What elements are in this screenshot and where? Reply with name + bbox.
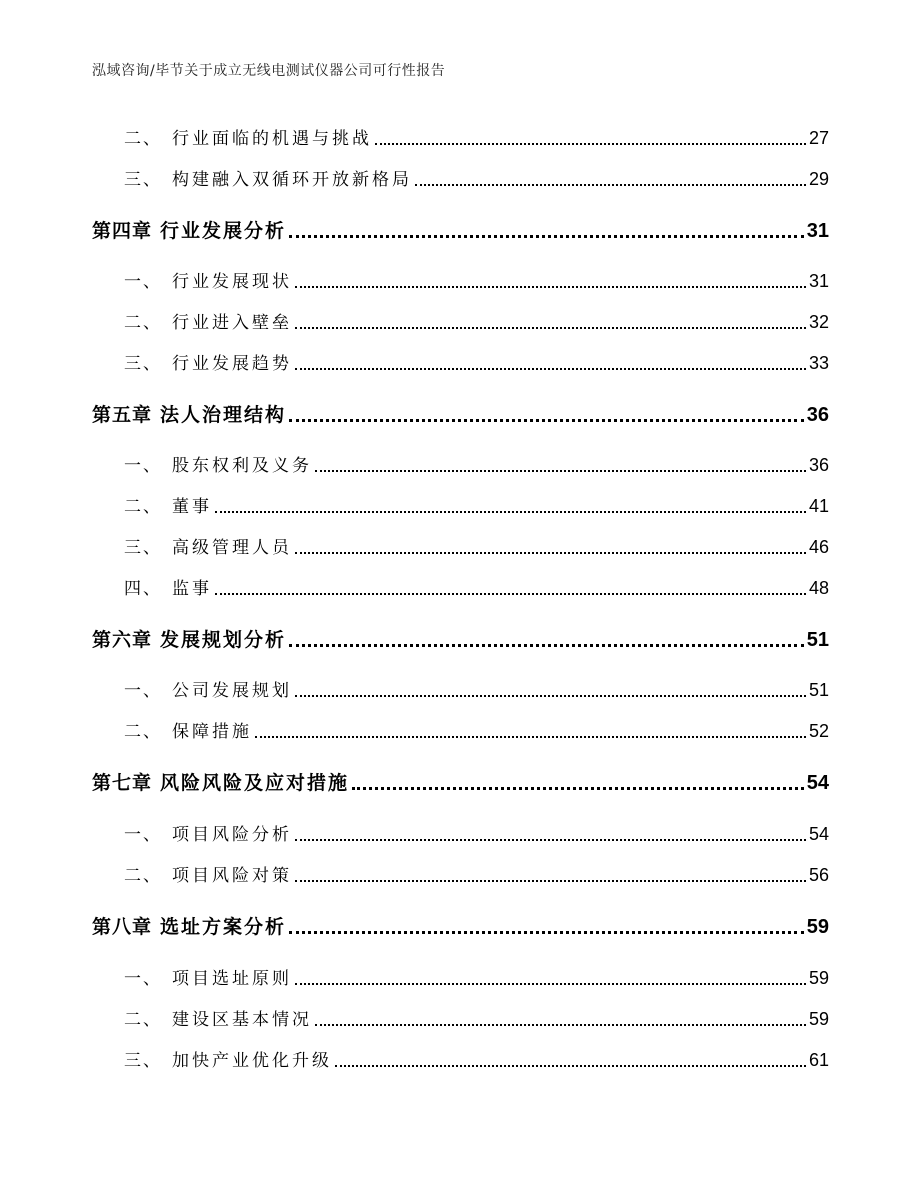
toc-section-entry[interactable] xyxy=(124,308,829,333)
toc-page-number: 31 xyxy=(808,271,829,291)
toc-section-entry[interactable] xyxy=(124,1005,829,1030)
toc-entry-number: 二、 xyxy=(124,1010,162,1030)
toc-page-number: 48 xyxy=(808,578,829,598)
toc-chapter-entry[interactable] xyxy=(92,912,829,939)
toc-page-number: 29 xyxy=(808,169,829,189)
toc-entry-title: 行业发展分析 xyxy=(160,220,287,242)
toc-entry-title: 建设区基本情况 xyxy=(172,1010,312,1030)
page-header: 泓域咨询/毕节关于成立无线电测试仪器公司可行性报告 xyxy=(92,63,446,79)
toc-page-number: 59 xyxy=(806,916,829,938)
toc-dot-leader xyxy=(255,736,806,738)
toc-chapter-entry[interactable] xyxy=(92,625,829,652)
toc-dot-leader xyxy=(289,931,804,934)
toc-entry-title: 项目选址原则 xyxy=(172,969,292,989)
toc-entry-number: 四、 xyxy=(124,579,162,599)
toc-section-entry[interactable] xyxy=(124,165,829,190)
toc-entry-number: 一、 xyxy=(124,681,162,701)
toc-section-entry[interactable] xyxy=(124,533,829,558)
toc-section-entry[interactable] xyxy=(124,451,829,476)
toc-entry-number: 第七章 xyxy=(92,772,153,794)
toc-dot-leader xyxy=(295,983,806,985)
toc-dot-leader xyxy=(415,184,806,186)
toc-section-entry[interactable] xyxy=(124,124,829,149)
toc-dot-leader xyxy=(315,1024,806,1026)
toc-dot-leader xyxy=(289,644,804,647)
toc-entry-number: 三、 xyxy=(124,1051,162,1071)
toc-page-number: 59 xyxy=(808,968,829,988)
toc-dot-leader xyxy=(289,419,804,422)
toc-page-number: 54 xyxy=(806,772,829,794)
toc-page-number: 51 xyxy=(806,629,829,651)
toc-section-entry[interactable] xyxy=(124,267,829,292)
toc-entry-number: 二、 xyxy=(124,722,162,742)
toc-page-number: 52 xyxy=(808,721,829,741)
toc-entry-title: 行业面临的机遇与挑战 xyxy=(172,129,372,149)
toc-entry-title: 法人治理结构 xyxy=(160,404,287,426)
toc-page-number: 46 xyxy=(808,537,829,557)
toc-entry-number: 一、 xyxy=(124,272,162,292)
toc-entry-title: 董事 xyxy=(172,497,212,517)
toc-entry-number: 二、 xyxy=(124,129,162,149)
toc-dot-leader xyxy=(352,787,804,790)
toc-entry-number: 三、 xyxy=(124,354,162,374)
toc-dot-leader xyxy=(295,327,806,329)
toc-dot-leader xyxy=(335,1065,806,1067)
toc-page-number: 41 xyxy=(808,496,829,516)
toc-dot-leader xyxy=(295,695,806,697)
toc-section-entry[interactable] xyxy=(124,820,829,845)
toc-entry-number: 一、 xyxy=(124,456,162,476)
toc-entry-title: 行业发展趋势 xyxy=(172,354,292,374)
toc-entry-title: 公司发展规划 xyxy=(172,681,292,701)
toc-entry-title: 监事 xyxy=(172,579,212,599)
toc-entry-title: 风险风险及应对措施 xyxy=(160,772,350,794)
toc-page-number: 54 xyxy=(808,824,829,844)
toc-page-number: 31 xyxy=(806,220,829,242)
toc-entry-number: 一、 xyxy=(124,969,162,989)
toc-page-number: 36 xyxy=(806,404,829,426)
toc-entry-title: 行业进入壁垒 xyxy=(172,313,292,333)
toc-dot-leader xyxy=(295,552,806,554)
toc-dot-leader xyxy=(215,511,806,513)
toc-entry-number: 第五章 xyxy=(92,404,153,426)
toc-entry-title: 行业发展现状 xyxy=(172,272,292,292)
toc-entry-number: 二、 xyxy=(124,313,162,333)
toc-dot-leader xyxy=(295,286,806,288)
toc-entry-number: 第六章 xyxy=(92,629,153,651)
toc-entry-number: 三、 xyxy=(124,170,162,190)
toc-entry-title: 项目风险分析 xyxy=(172,825,292,845)
toc-dot-leader xyxy=(295,368,806,370)
toc-entry-number: 三、 xyxy=(124,538,162,558)
toc-page-number: 61 xyxy=(808,1050,829,1070)
toc-page-number: 51 xyxy=(808,680,829,700)
toc-section-entry[interactable] xyxy=(124,349,829,374)
toc-page-number: 56 xyxy=(808,865,829,885)
toc-dot-leader xyxy=(315,470,806,472)
toc-page-number: 33 xyxy=(808,353,829,373)
toc-entry-number: 第四章 xyxy=(92,220,153,242)
toc-entry-title: 保障措施 xyxy=(172,722,252,742)
toc-entry-title: 项目风险对策 xyxy=(172,866,292,886)
toc-chapter-entry[interactable] xyxy=(92,768,829,795)
toc-dot-leader xyxy=(215,593,806,595)
toc-dot-leader xyxy=(375,143,806,145)
toc-entry-number: 二、 xyxy=(124,497,162,517)
toc-page-number: 36 xyxy=(808,455,829,475)
toc-page-number: 27 xyxy=(808,128,829,148)
toc-section-entry[interactable] xyxy=(124,676,829,701)
toc-page-number: 59 xyxy=(808,1009,829,1029)
toc-entry-title: 选址方案分析 xyxy=(160,916,287,938)
toc-entry-title: 构建融入双循环开放新格局 xyxy=(172,170,412,190)
toc-section-entry[interactable] xyxy=(124,964,829,989)
toc-section-entry[interactable] xyxy=(124,1046,829,1071)
toc-section-entry[interactable] xyxy=(124,717,829,742)
toc-entry-number: 一、 xyxy=(124,825,162,845)
toc-section-entry[interactable] xyxy=(124,574,829,599)
toc-entry-title: 发展规划分析 xyxy=(160,629,287,651)
toc-dot-leader xyxy=(295,880,806,882)
toc-section-entry[interactable] xyxy=(124,861,829,886)
toc-chapter-entry[interactable] xyxy=(92,400,829,427)
toc-dot-leader xyxy=(295,839,806,841)
toc-entry-title: 股东权利及义务 xyxy=(172,456,312,476)
toc-section-entry[interactable] xyxy=(124,492,829,517)
toc-entry-number: 二、 xyxy=(124,866,162,886)
toc-dot-leader xyxy=(289,235,804,238)
toc-entry-number: 第八章 xyxy=(92,916,153,938)
toc-entry-title: 加快产业优化升级 xyxy=(172,1051,332,1071)
toc-page-number: 32 xyxy=(808,312,829,332)
toc-entry-title: 高级管理人员 xyxy=(172,538,292,558)
toc-chapter-entry[interactable] xyxy=(92,216,829,243)
